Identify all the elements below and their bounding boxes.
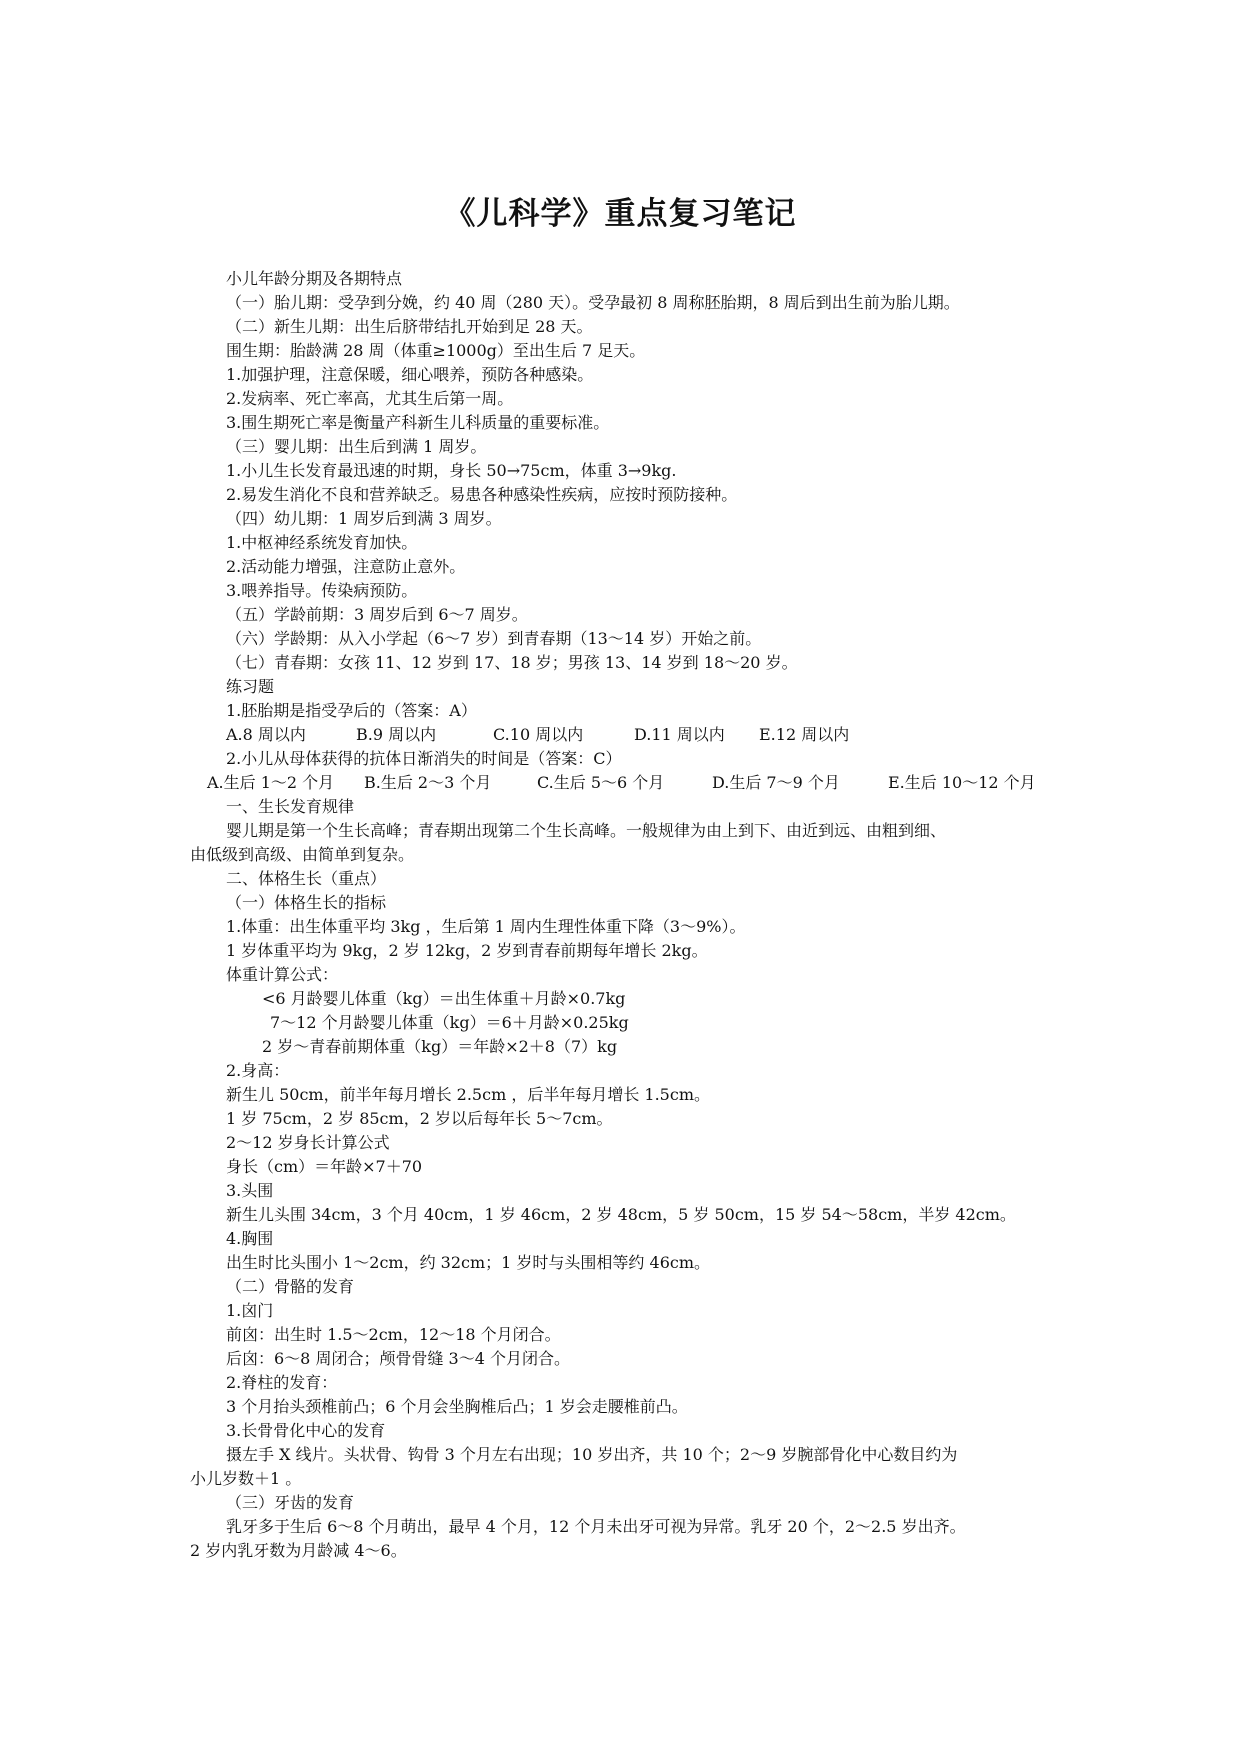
q1-option-b: B.9 周以内 — [356, 725, 437, 744]
text-line: 2 岁内乳牙数为月龄减 4～6。 — [190, 1541, 407, 1560]
text-line: 1 岁体重平均为 9kg，2 岁 12kg，2 岁到青春前期每年增长 2kg。 — [226, 941, 708, 960]
text-line: 3.喂养指导。传染病预防。 — [226, 581, 418, 600]
text-line: 1.囟门 — [226, 1301, 274, 1320]
formula-line: 2 岁～青春前期体重（kg）＝年龄×2＋8（7）kg — [262, 1037, 618, 1056]
q2-option-b: B.生后 2～3 个月 — [364, 773, 492, 792]
section-heading: 二、体格生长（重点） — [226, 869, 387, 888]
text-line: 1.体重：出生体重平均 3kg ，生后第 1 周内生理性体重下降（3～9%）。 — [226, 917, 746, 936]
text-line: （四）幼儿期：1 周岁后到满 3 周岁。 — [226, 509, 502, 528]
text-line: 2.活动能力增强，注意防止意外。 — [226, 557, 466, 576]
q1-option-d: D.11 周以内 — [634, 725, 725, 744]
text-line: 体重计算公式： — [226, 965, 339, 984]
text-line: 练习题 — [226, 677, 275, 696]
text-line: 3.头围 — [226, 1181, 274, 1200]
text-line: 前囟：出生时 1.5～2cm，12～18 个月闭合。 — [226, 1325, 561, 1344]
text-line: 2～12 岁身长计算公式 — [226, 1133, 390, 1152]
text-line: 摄左手 X 线片。头状骨、钩骨 3 个月左右出现；10 岁出齐，共 10 个；2～9 岁腕部骨化中心数目约为 — [226, 1445, 958, 1464]
q2-option-c: C.生后 5～6 个月 — [537, 773, 665, 792]
text-line: （二）骨骼的发育 — [226, 1277, 355, 1296]
text-line: （二）新生儿期：出生后脐带结扎开始到足 28 天。 — [226, 317, 593, 336]
text-line: 新生儿头围 34cm，3 个月 40cm，1 岁 46cm，2 岁 48cm，5 岁 50cm，15 岁 54～58cm，半岁 42cm。 — [226, 1205, 1016, 1224]
text-line: 2.发病率、死亡率高，尤其生后第一周。 — [226, 389, 514, 408]
text-line: 婴儿期是第一个生长高峰；青春期出现第二个生长高峰。一般规律为由上到下、由近到远、由粗到细、 — [226, 821, 947, 840]
text-line: 3 个月抬头颈椎前凸；6 个月会坐胸椎后凸；1 岁会走腰椎前凸。 — [226, 1397, 688, 1416]
formula-line: <6 月龄婴儿体重（kg）＝出生体重＋月龄×0.7kg — [262, 989, 626, 1008]
text-line: （五）学龄前期：3 周岁后到 6～7 周岁。 — [226, 605, 528, 624]
q2-option-a: A.生后 1～2 个月 — [207, 773, 335, 792]
q1-option-e: E.12 周以内 — [759, 725, 850, 744]
text-line: 3.围生期死亡率是衡量产科新生儿科质量的重要标准。 — [226, 413, 610, 432]
document-title: 《儿科学》重点复习笔记 — [444, 196, 797, 232]
text-line: （一）胎儿期：受孕到分娩，约 40 周（280 天）。受孕最初 8 周称胚胎期，8 周后到出生前为胎儿期。 — [226, 293, 960, 312]
q2-option-d: D.生后 7～9 个月 — [712, 773, 840, 792]
section-heading: 一、生长发育规律 — [226, 797, 355, 816]
text-line: 2.脊柱的发育： — [226, 1373, 338, 1392]
q1-option-a: A.8 周以内 — [226, 725, 306, 744]
text-line: 1.中枢神经系统发育加快。 — [226, 533, 418, 552]
text-line: 3.长骨骨化中心的发育 — [226, 1421, 386, 1440]
text-line: （三）婴儿期：出生后到满 1 周岁。 — [226, 437, 487, 456]
text-line: 小儿年龄分期及各期特点 — [226, 269, 403, 288]
text-line: 2.易发生消化不良和营养缺乏。易患各种感染性疾病，应按时预防接种。 — [226, 485, 738, 504]
text-line: 2.小儿从母体获得的抗体日渐消失的时间是（答案：C） — [226, 749, 622, 768]
text-line: （七）青春期：女孩 11、12 岁到 17、18 岁；男孩 13、14 岁到 18～20 岁。 — [226, 653, 798, 672]
text-line: 乳牙多于生后 6～8 个月萌出，最早 4 个月，12 个月未出牙可视为异常。乳牙 20 个，2～2.5 岁出齐。 — [226, 1517, 966, 1536]
formula-line: 身长（cm）＝年龄×7＋70 — [226, 1157, 423, 1176]
formula-line: 7～12 个月龄婴儿体重（kg）＝6＋月龄×0.25kg — [270, 1013, 629, 1032]
text-line: 1.加强护理，注意保暖，细心喂养，预防各种感染。 — [226, 365, 594, 384]
text-line: 由低级到高级、由简单到复杂。 — [190, 845, 415, 864]
q2-option-e: E.生后 10～12 个月 — [888, 773, 1036, 792]
text-line: 后囟：6～8 周闭合；颅骨骨缝 3～4 个月闭合。 — [226, 1349, 570, 1368]
text-line: （三）牙齿的发育 — [226, 1493, 355, 1512]
text-line: （一）体格生长的指标 — [226, 893, 387, 912]
text-line: 1.小儿生长发育最迅速的时期，身长 50→75cm，体重 3→9kg. — [226, 461, 677, 480]
text-line: 小儿岁数＋1 。 — [190, 1469, 302, 1488]
text-line: 2.身高： — [226, 1061, 290, 1080]
text-line: 出生时比头围小 1～2cm，约 32cm；1 岁时与头围相等约 46cm。 — [226, 1253, 711, 1272]
text-line: 新生儿 50cm，前半年每月增长 2.5cm ，后半年每月增长 1.5cm。 — [226, 1085, 710, 1104]
text-line: 1.胚胎期是指受孕后的（答案：A） — [226, 701, 477, 720]
q1-option-c: C.10 周以内 — [493, 725, 584, 744]
text-line: 围生期：胎龄满 28 周（体重≥1000g）至出生后 7 足天。 — [226, 341, 646, 360]
text-line: （六）学龄期：从入小学起（6～7 岁）到青春期（13～14 岁）开始之前。 — [226, 629, 762, 648]
text-line: 4.胸围 — [226, 1229, 274, 1248]
text-line: 1 岁 75cm，2 岁 85cm，2 岁以后每年长 5～7cm。 — [226, 1109, 613, 1128]
